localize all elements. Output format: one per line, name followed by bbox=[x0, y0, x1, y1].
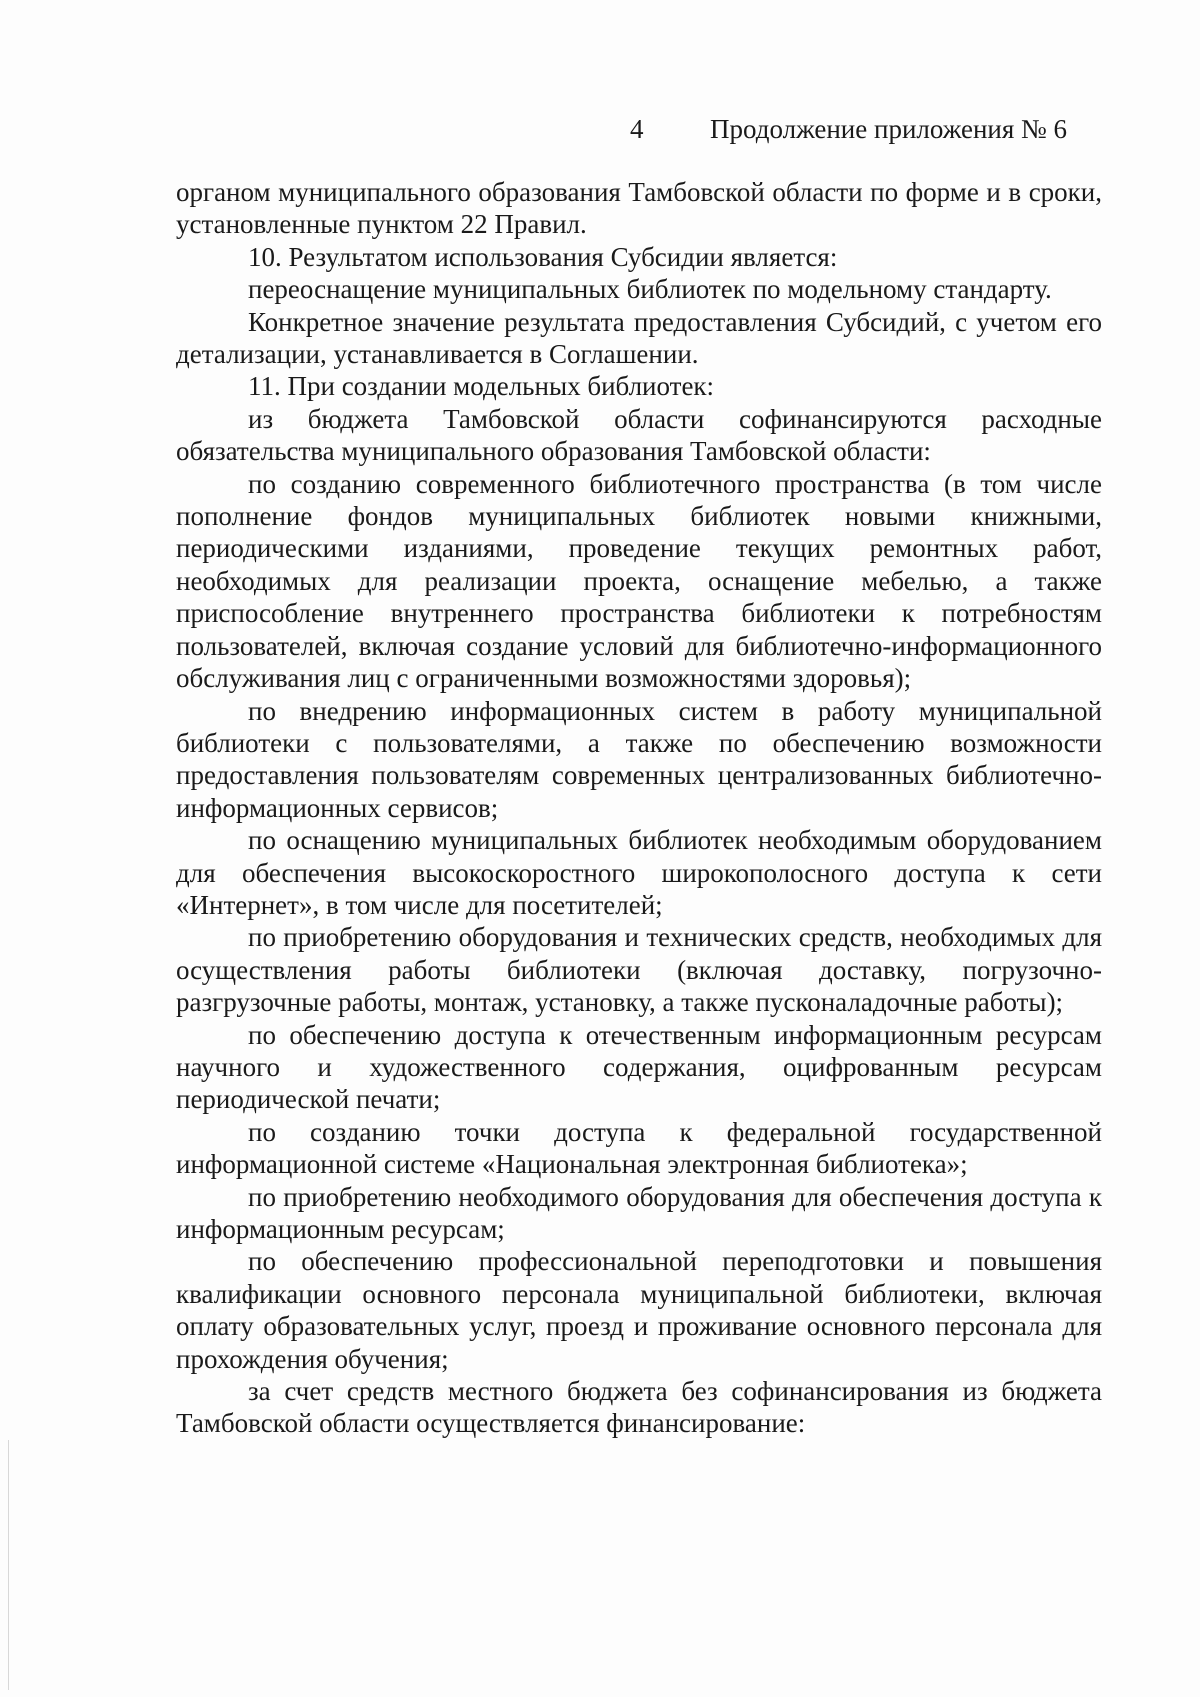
paragraph-staff-training: по обеспечению профессиональной переподготовки и повышения квалификации основного персонала муниципальной библиотеки, включая оплату образовательных услуг, проезд и проживание основного персонала для прохождения обучения; bbox=[176, 1246, 1102, 1374]
paragraph-resource-equipment: по приобретению необходимого оборудования для обеспечения доступа к информационным ресурсам; bbox=[176, 1181, 1102, 1244]
paragraph-result: переоснащение муниципальных библиотек по модельному стандарту. bbox=[248, 274, 1052, 305]
document-body bbox=[176, 176, 1102, 1440]
scan-edge-mark bbox=[8, 1440, 9, 1690]
page-header bbox=[630, 112, 1090, 146]
paragraph-library-space: по созданию современного библиотечного пространства (в том числе пополнение фондов муниципальных библиотек новыми книжными, периодическими изданиями, проведение текущих ремонтных работ, необходимых для реализации проекта, оснащение мебелью, а также приспособление внутреннего пространства библиотеки к потребностям пользователей, включая создание условий для библиотечно-информационного обслуживания лиц с ограниченными возможностями здоровья); bbox=[176, 468, 1102, 694]
paragraph-internet-equipment: по оснащению муниципальных библиотек необходимым оборудованием для обеспечения высокоскоростного широкополосного доступа к сети «Интернет», в том числе для посетителей; bbox=[176, 825, 1102, 920]
paragraph-item-11: 11. При создании модельных библиотек: bbox=[248, 371, 715, 402]
appendix-title: Продолжение приложения № 6 bbox=[710, 114, 1068, 144]
paragraph-result-value: Конкретное значение результата предоставления Субсидий, с учетом его детализации, устанавливается в Соглашении. bbox=[176, 306, 1102, 370]
paragraph-information-systems: по внедрению информационных систем в работу муниципальной библиотеки с пользователями, а также по обеспечению возможности предоставления пользователям современных централизованных библиотечно-информационных сервисов; bbox=[176, 695, 1102, 823]
paragraph-local-budget: за счет средств местного бюджета без софинансирования из бюджета Тамбовской области осуществляется финансирование: bbox=[176, 1376, 1102, 1439]
paragraph-technical-equipment: по приобретению оборудования и технических средств, необходимых для осуществления работы библиотеки (включая доставку, погрузочно-разгрузочные работы, монтаж, установку, а также пусконаладочные работы); bbox=[176, 922, 1102, 1018]
paragraph-cofinancing: из бюджета Тамбовской области софинансируются расходные обязательства муниципального образования Тамбовской области: bbox=[176, 403, 1102, 467]
paragraph-neb-access-point: по созданию точки доступа к федеральной государственной информационной системе «Национальная электронная библиотека»; bbox=[176, 1116, 1102, 1180]
paragraph-information-resources: по обеспечению доступа к отечественным информационным ресурсам научного и художественного содержания, оцифрованным ресурсам периодической печати; bbox=[176, 1019, 1102, 1115]
paragraph-item-10: 10. Результатом использования Субсидии является: bbox=[248, 241, 838, 272]
page-number: 4 bbox=[630, 114, 644, 144]
paragraph-continuation: органом муниципального образования Тамбовской области по форме и в сроки, установленные пунктом 22 Правил. bbox=[176, 177, 1102, 240]
